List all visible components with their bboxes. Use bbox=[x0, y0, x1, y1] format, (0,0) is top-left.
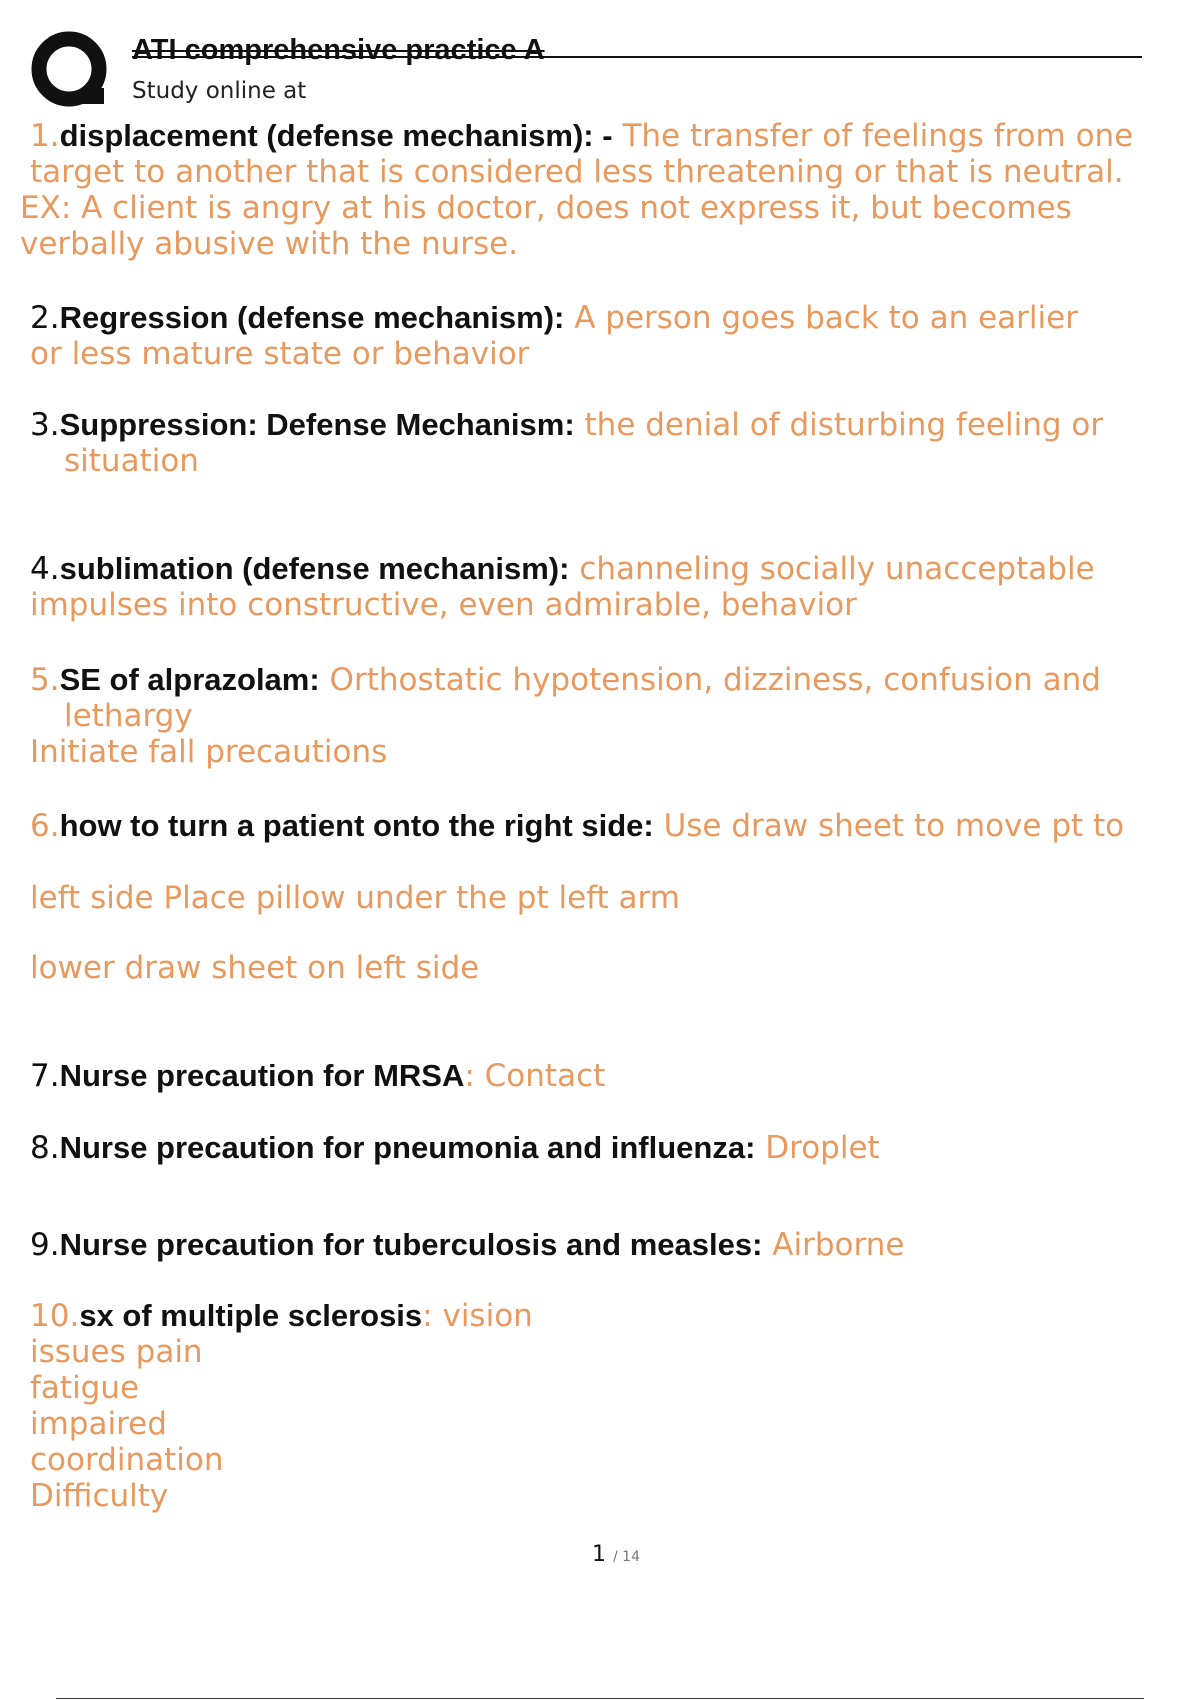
card-definition-line: channeling socially unacceptable bbox=[579, 551, 1095, 587]
card-term: SE of alprazolam: bbox=[59, 662, 320, 697]
card-term: sublimation (defense mechanism): bbox=[59, 551, 570, 586]
card-number: 3. bbox=[30, 407, 60, 443]
current-page: 1 bbox=[592, 1542, 606, 1567]
flashcard-2 bbox=[30, 300, 1180, 372]
q-logo-icon bbox=[30, 30, 112, 112]
card-definition-line: left side Place pillow under the pt left arm bbox=[30, 880, 680, 916]
total-pages: / 14 bbox=[613, 1549, 640, 1565]
card-number: 5. bbox=[30, 662, 60, 698]
card-number: 2. bbox=[30, 300, 60, 336]
card-term: displacement (defense mechanism): - bbox=[59, 118, 613, 153]
card-definition-line: issues pain bbox=[30, 1334, 203, 1370]
card-definition-line: impaired bbox=[30, 1406, 167, 1442]
card-definition-line: situation bbox=[64, 443, 199, 479]
card-number: 1. bbox=[30, 118, 60, 154]
page-number bbox=[592, 1542, 640, 1567]
title-rule bbox=[132, 56, 1142, 58]
card-number: 9. bbox=[30, 1227, 60, 1263]
card-definition-line: the denial of disturbing feeling or bbox=[584, 407, 1104, 443]
card-definition-line: Droplet bbox=[765, 1130, 880, 1166]
flashcard-1 bbox=[20, 118, 1180, 262]
card-term: Nurse precaution for MRSA bbox=[59, 1058, 465, 1093]
flashcard-3 bbox=[30, 407, 1180, 479]
card-definition-line: coordination bbox=[30, 1442, 224, 1478]
card-term: Nurse precaution for pneumonia and influenza: bbox=[59, 1130, 756, 1165]
card-definition-line: impulses into constructive, even admirable, behavior bbox=[30, 587, 857, 623]
card-number: 4. bbox=[30, 551, 60, 587]
card-definition-line: The transfer of feelings from one bbox=[622, 118, 1134, 154]
flashcard-9 bbox=[30, 1227, 1180, 1263]
card-definition-line: Use draw sheet to move pt to bbox=[663, 808, 1125, 844]
card-definition-line: fatigue bbox=[30, 1370, 140, 1406]
card-number: 6. bbox=[30, 808, 60, 844]
card-definition-line: Orthostatic hypotension, dizziness, confusion and bbox=[329, 662, 1101, 698]
card-definition-line: Airborne bbox=[772, 1227, 905, 1263]
card-definition-line: lower draw sheet on left side bbox=[30, 950, 480, 986]
card-term: Suppression: Defense Mechanism: bbox=[59, 407, 575, 442]
card-definition-line: target to another that is considered less threatening or that is neutral. bbox=[30, 154, 1124, 190]
card-number: 8. bbox=[30, 1130, 60, 1166]
card-definition-line: or less mature state or behavior bbox=[30, 336, 530, 372]
card-definition-line: verbally abusive with the nurse. bbox=[20, 226, 519, 262]
card-definition-line: EX: A client is angry at his doctor, does not express it, but becomes bbox=[20, 190, 1072, 226]
flashcard-6 bbox=[30, 808, 1190, 986]
card-term: Regression (defense mechanism): bbox=[59, 300, 565, 335]
card-definition-line: : vision bbox=[422, 1298, 533, 1334]
flashcard-8 bbox=[30, 1130, 1180, 1166]
card-term: sx of multiple sclerosis bbox=[79, 1298, 423, 1333]
card-term: how to turn a patient onto the right side: bbox=[59, 808, 654, 843]
flashcard-5 bbox=[30, 662, 1180, 770]
card-definition-line: A person goes back to an earlier bbox=[574, 300, 1078, 336]
card-definition-line: : Contact bbox=[464, 1058, 606, 1094]
flashcard-10 bbox=[30, 1298, 1180, 1514]
card-definition-line: Initiate fall precautions bbox=[30, 734, 388, 770]
study-online-text: Study online at bbox=[132, 78, 307, 104]
card-number: 10. bbox=[30, 1298, 80, 1334]
card-term: Nurse precaution for tuberculosis and measles: bbox=[59, 1227, 763, 1262]
bottom-rule bbox=[56, 1698, 1144, 1699]
document-title: ATI comprehensive practice A bbox=[132, 34, 545, 66]
card-number: 7. bbox=[30, 1058, 60, 1094]
flashcard-4 bbox=[30, 551, 1180, 623]
flashcard-7 bbox=[30, 1058, 1180, 1094]
card-definition-line: Difficulty bbox=[30, 1478, 169, 1514]
card-definition-line: lethargy bbox=[64, 698, 193, 734]
